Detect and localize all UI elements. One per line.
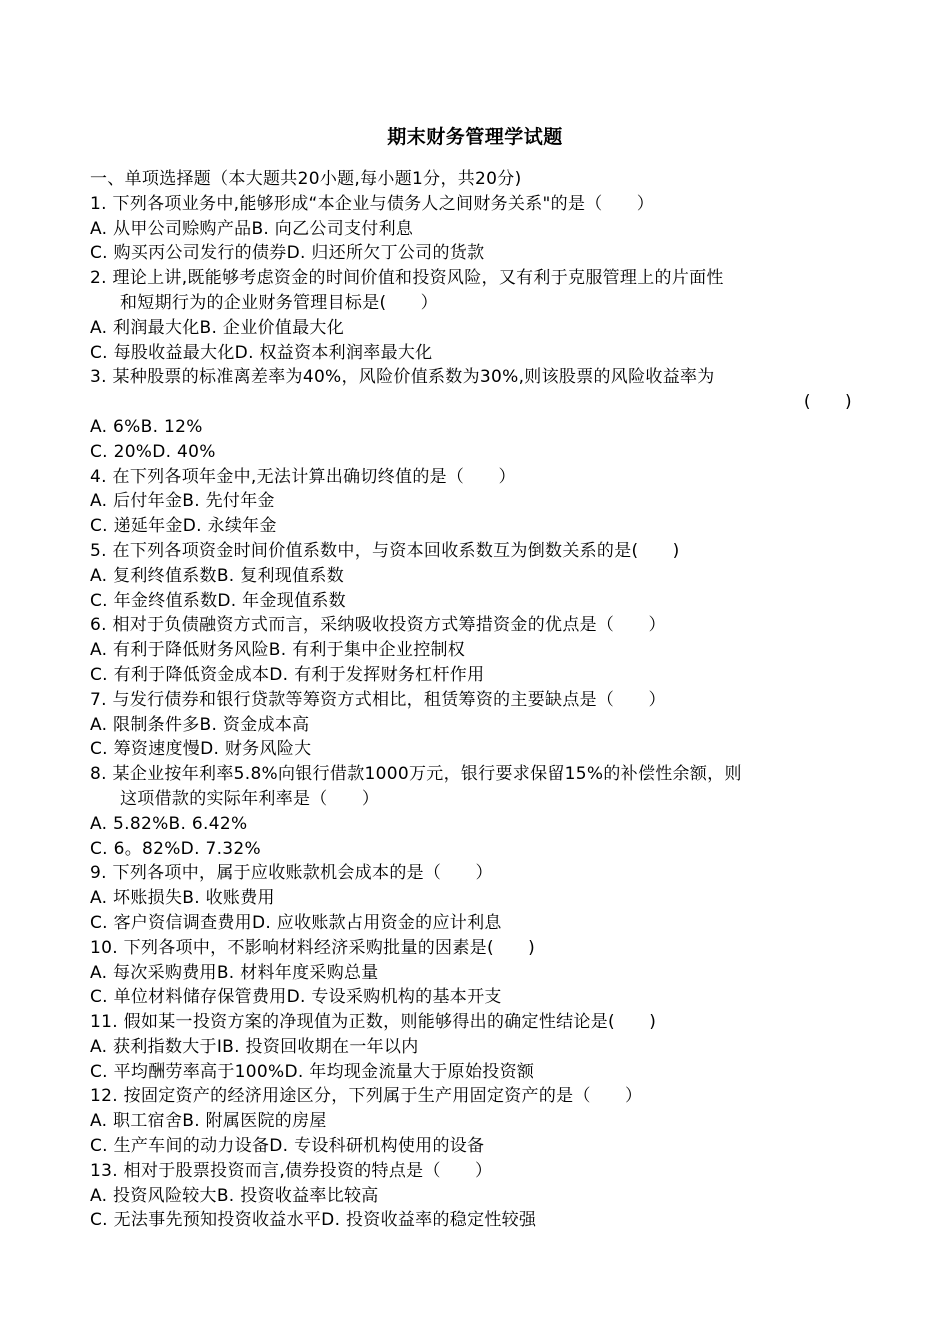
text-line: A. 复利终值系数B. 复利现值系数 [90,565,345,586]
text-line: A. 5.82%B. 6.42% [90,813,248,834]
text-line: 3. 某种股票的标准离差率为40%，风险价值系数为30%,则该股票的风险收益率为 [90,367,715,388]
text-line: A. 坏账损失B. 收账费用 [90,888,275,909]
text-line: C. 有利于降低资金成本D. 有利于发挥财务杠杆作用 [90,664,485,685]
text-line: 12. 按固定资产的经济用途区分，下列属于生产用固定资产的是（ ） [90,1086,643,1107]
text-line: 7. 与发行债券和银行贷款等筹资方式相比，租赁筹资的主要缺点是（ ） [90,689,666,710]
text-line: 13. 相对于股票投资而言,债券投资的特点是（ ） [90,1160,493,1181]
text-line: A. 6%B. 12% [90,416,203,437]
text-line: A. 获利指数大于IB. 投资回收期在一年以内 [90,1036,419,1057]
text-line: A. 有利于降低财务风险B. 有利于集中企业控制权 [90,640,466,661]
text-line: C. 无法事先预知投资收益水平D. 投资收益率的稳定性较强 [90,1210,537,1231]
text-line: C. 单位材料储存保管费用D. 专设采购机构的基本开支 [90,987,502,1008]
text-line: C. 20%D. 40% [90,441,216,462]
text-line: 11. 假如某一投资方案的净现值为正数，则能够得出的确定性结论是( ) [90,1012,657,1033]
text-line: A. 投资风险较大B. 投资收益率比较高 [90,1185,379,1206]
text-line: 这项借款的实际年利率是（ ） [120,788,380,809]
text-line: A. 利润最大化B. 企业价值最大化 [90,317,345,338]
text-line: A. 限制条件多B. 资金成本高 [90,714,310,735]
text-line: ( ) [803,392,852,413]
text-line: 和短期行为的企业财务管理目标是( ） [120,292,438,313]
text-line: A. 从甲公司赊购产品B. 向乙公司支付利息 [90,218,414,239]
question-list [90,167,860,1233]
text-line: C. 6。82%D. 7.32% [90,838,261,859]
text-line: C. 平均酬劳率高于100%D. 年均现金流量大于原始投资额 [90,1061,535,1082]
text-line: A. 后付年金B. 先付年金 [90,491,275,512]
text-line: 6. 相对于负债融资方式而言，采纳吸收投资方式筹措资金的优点是（ ） [90,615,666,636]
text-line: C. 每股收益最大化D. 权益资本利润率最大化 [90,342,433,363]
text-line: C. 客户资信调查费用D. 应收账款占用资金的应计利息 [90,912,502,933]
text-line: 9. 下列各项中，属于应收账款机会成本的是（ ） [90,863,493,884]
text-line: 5. 在下列各项资金时间价值系数中，与资本回收系数互为倒数关系的是( ) [90,540,680,561]
exam-title: 期末财务管理学试题 [387,126,563,148]
text-line: C. 递延年金D. 永续年金 [90,516,277,537]
text-line: 8. 某企业按年利率5.8%向银行借款1000万元，银行要求保留15%的补偿性余额，则 [90,764,742,785]
text-line: A. 职工宿舍B. 附属医院的房屋 [90,1111,327,1132]
text-line: 10. 下列各项中，不影响材料经济采购批量的因素是( ) [90,937,536,958]
text-line: A. 每次采购费用B. 材料年度采购总量 [90,962,379,983]
section-heading: 一、单项选择题（本大题共20小题,每小题1分，共20分) [90,169,522,189]
text-line: C. 年金终值系数D. 年金现值系数 [90,590,346,611]
text-line: C. 生产车间的动力设备D. 专设科研机构使用的设备 [90,1136,485,1157]
text-line: 2. 理论上讲,既能够考虑资金的时间价值和投资风险，又有利于克服管理上的片面性 [90,268,724,289]
text-line: C. 筹资速度慢D. 财务风险大 [90,739,312,760]
text-line: C. 购买丙公司发行的债券D. 归还所欠丁公司的货款 [90,243,485,264]
text-line: 4. 在下列各项年金中,无法计算出确切终值的是（ ） [90,466,516,487]
text-line: 1. 下列各项业务中,能够形成“本企业与债务人之间财务关系"的是（ ） [90,193,655,214]
